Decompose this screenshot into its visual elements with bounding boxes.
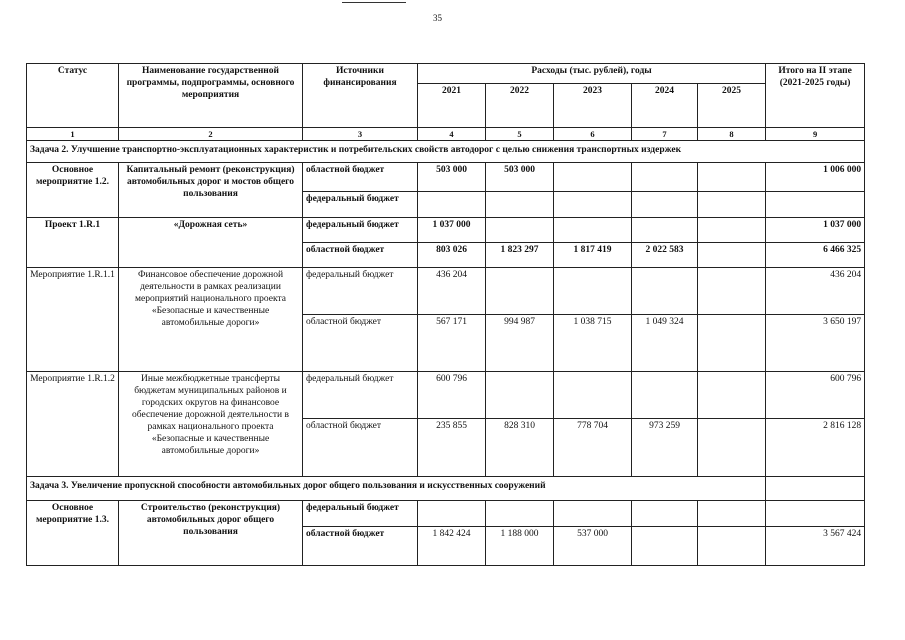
row-source: областной бюджет (303, 527, 418, 566)
row-name: Иные межбюджетные трансферты бюджетам муниципальных районов и городских округов на финансовое обеспечение дорожной деятельности в рамках национального проекта «Безопасные и качественные автомобильные дороги» (119, 372, 303, 477)
budget-table (26, 63, 865, 566)
column-number: 2 (119, 128, 303, 141)
row-status: Основное мероприятие 1.3. (27, 501, 119, 566)
total-cell: 600 796 (766, 372, 865, 419)
row-name: Капитальный ремонт (реконструкция) автомобильных дорог и мостов общего пользования (119, 163, 303, 218)
total-cell (766, 501, 865, 527)
row-source: областной бюджет (303, 243, 418, 268)
value-cell (698, 163, 766, 192)
row-status: Основное мероприятие 1.2. (27, 163, 119, 218)
row-status: Мероприятие 1.R.1.2 (27, 372, 119, 477)
value-cell (632, 163, 698, 192)
header-expenses: Расходы (тыс. рублей), годы (418, 64, 766, 84)
value-cell: 803 026 (418, 243, 486, 268)
value-cell: 537 000 (554, 527, 632, 566)
value-cell (486, 372, 554, 419)
total-cell: 1 006 000 (766, 163, 865, 192)
header-year: 2022 (486, 84, 554, 128)
value-cell: 235 855 (418, 419, 486, 477)
value-cell (698, 315, 766, 372)
row-source: федеральный бюджет (303, 192, 418, 218)
column-number: 9 (766, 128, 865, 141)
total-cell: 3 650 197 (766, 315, 865, 372)
value-cell (486, 218, 554, 243)
task-2-title: Задача 2. Улучшение транспортно-эксплуатационных характеристик и потребительских свойств автодорог с целью снижения транспортных издержек (27, 141, 865, 163)
row-status: Мероприятие 1.R.1.1 (27, 268, 119, 372)
header-status: Статус (27, 64, 119, 128)
table-row (27, 163, 865, 192)
value-cell (554, 268, 632, 315)
value-cell: 1 188 000 (486, 527, 554, 566)
value-cell (632, 501, 698, 527)
value-cell (418, 192, 486, 218)
total-cell: 2 816 128 (766, 419, 865, 477)
column-number: 6 (554, 128, 632, 141)
column-number: 3 (303, 128, 418, 141)
value-cell (486, 268, 554, 315)
value-cell (554, 163, 632, 192)
value-cell: 600 796 (418, 372, 486, 419)
header-year: 2024 (632, 84, 698, 128)
total-cell: 1 037 000 (766, 218, 865, 243)
column-number-row (27, 128, 865, 141)
task-2-row (27, 141, 865, 163)
value-cell (554, 501, 632, 527)
value-cell (554, 218, 632, 243)
row-source: областной бюджет (303, 315, 418, 372)
value-cell (418, 501, 486, 527)
table-row (27, 268, 865, 315)
value-cell (698, 192, 766, 218)
value-cell (486, 192, 554, 218)
total-cell (766, 192, 865, 218)
row-source: федеральный бюджет (303, 218, 418, 243)
value-cell (698, 218, 766, 243)
task-3-total-cell (766, 477, 865, 501)
header-year: 2021 (418, 84, 486, 128)
value-cell: 436 204 (418, 268, 486, 315)
header-row-1 (27, 64, 865, 84)
column-number: 4 (418, 128, 486, 141)
value-cell: 1 817 419 (554, 243, 632, 268)
header-year: 2025 (698, 84, 766, 128)
column-number: 8 (698, 128, 766, 141)
value-cell: 1 823 297 (486, 243, 554, 268)
value-cell (698, 268, 766, 315)
value-cell (632, 372, 698, 419)
value-cell: 778 704 (554, 419, 632, 477)
value-cell (698, 372, 766, 419)
total-cell: 436 204 (766, 268, 865, 315)
value-cell (554, 192, 632, 218)
header-total: Итого на II этапе (2021-2025 годы) (766, 64, 865, 128)
column-number: 5 (486, 128, 554, 141)
table-row (27, 218, 865, 243)
value-cell: 994 987 (486, 315, 554, 372)
row-name: Строительство (реконструкция) автомобильных дорог общего пользования (119, 501, 303, 566)
value-cell: 1 842 424 (418, 527, 486, 566)
row-name: Финансовое обеспечение дорожной деятельности в рамках реализации мероприятий национального проекта «Безопасные и качественные автомобильные дороги» (119, 268, 303, 372)
value-cell: 503 000 (486, 163, 554, 192)
value-cell: 1 049 324 (632, 315, 698, 372)
value-cell: 1 038 715 (554, 315, 632, 372)
row-source: областной бюджет (303, 163, 418, 192)
task-3-row (27, 477, 865, 501)
total-cell: 3 567 424 (766, 527, 865, 566)
value-cell: 973 259 (632, 419, 698, 477)
task-3-title: Задача 3. Увеличение пропускной способности автомобильных дорог общего пользования и искусственных сооружений (27, 477, 766, 501)
column-number: 7 (632, 128, 698, 141)
top-rule (342, 2, 406, 3)
value-cell (698, 527, 766, 566)
value-cell (632, 268, 698, 315)
value-cell (698, 243, 766, 268)
row-source: федеральный бюджет (303, 372, 418, 419)
value-cell (698, 501, 766, 527)
value-cell (632, 192, 698, 218)
value-cell (632, 527, 698, 566)
value-cell: 567 171 (418, 315, 486, 372)
row-name: «Дорожная сеть» (119, 218, 303, 268)
value-cell: 2 022 583 (632, 243, 698, 268)
value-cell (698, 419, 766, 477)
total-cell: 6 466 325 (766, 243, 865, 268)
row-source: областной бюджет (303, 419, 418, 477)
value-cell: 503 000 (418, 163, 486, 192)
row-source: федеральный бюджет (303, 268, 418, 315)
page-number: 35 (433, 13, 442, 23)
row-source: федеральный бюджет (303, 501, 418, 527)
header-year: 2023 (554, 84, 632, 128)
value-cell: 828 310 (486, 419, 554, 477)
value-cell: 1 037 000 (418, 218, 486, 243)
value-cell (486, 501, 554, 527)
value-cell (554, 372, 632, 419)
header-name: Наименование государственной программы, подпрограммы, основного мероприятия (119, 64, 303, 128)
header-source: Источники финансирования (303, 64, 418, 128)
table-row (27, 372, 865, 419)
row-status: Проект 1.R.1 (27, 218, 119, 268)
value-cell (632, 218, 698, 243)
column-number: 1 (27, 128, 119, 141)
table-row (27, 501, 865, 527)
